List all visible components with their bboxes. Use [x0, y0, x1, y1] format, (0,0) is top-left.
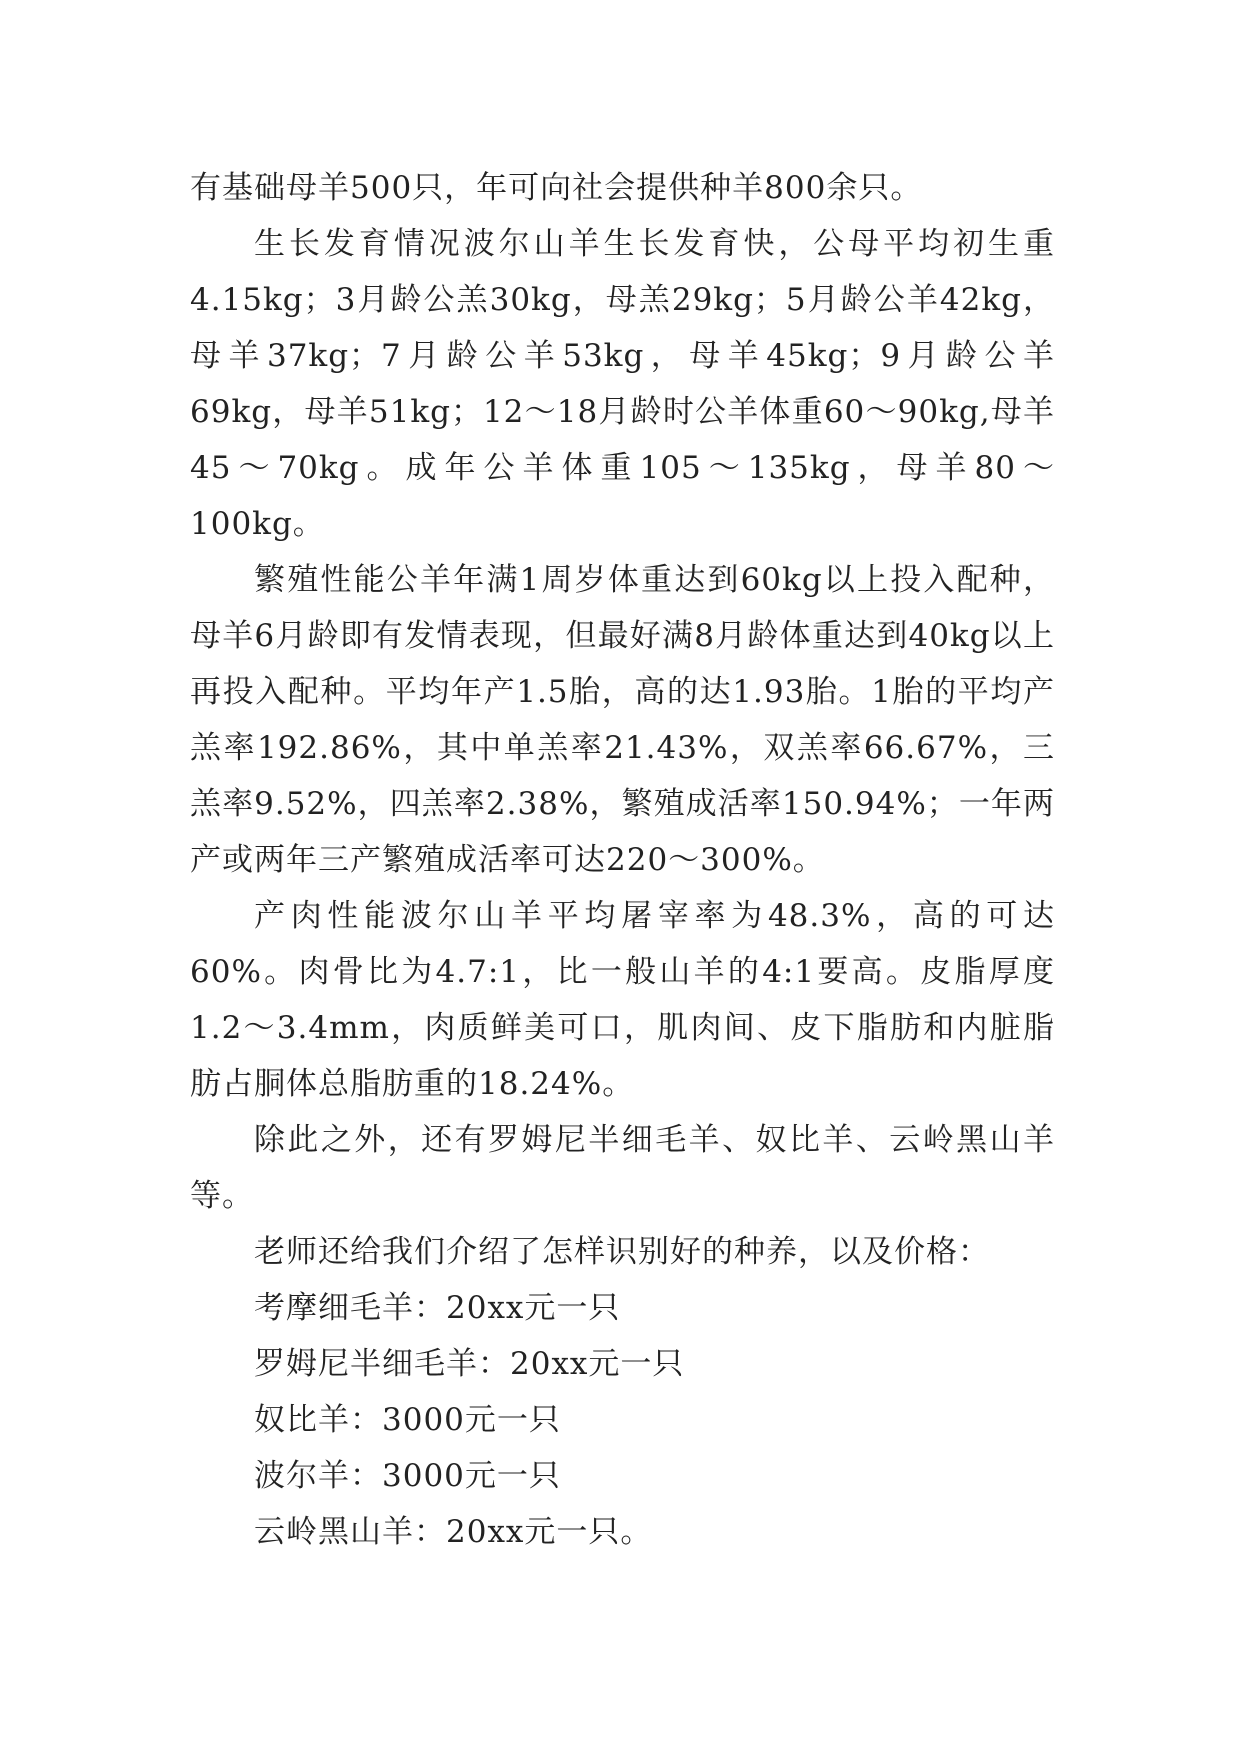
price-item: 云岭黑山羊：20xx元一只。	[254, 1514, 653, 1550]
price-item: 考摩细毛羊：20xx元一只	[254, 1290, 621, 1326]
price-item: 波尔羊：3000元一只	[254, 1458, 561, 1494]
document-body	[190, 160, 1055, 1560]
paragraph-continuation: 有基础母羊500只，年可向社会提供种羊800余只。	[190, 170, 923, 206]
paragraph-meat-performance: 产肉性能波尔山羊平均屠宰率为48.3%，高的可达60%。肉骨比为4.7:1，比一般山羊的4:1要高。皮脂厚度1.2～3.4mm，肉质鲜美可口，肌肉间、皮下脂肪和内脏脂肪占胴体总脂肪重的18.24%。	[190, 898, 1055, 1102]
price-list	[190, 1280, 1055, 1560]
paragraph-other-breeds: 除此之外，还有罗姆尼半细毛羊、奴比羊、云岭黑山羊等。	[190, 1122, 1055, 1214]
paragraph-price-intro: 老师还给我们介绍了怎样识别好的种养，以及价格：	[254, 1234, 990, 1270]
price-item: 罗姆尼半细毛羊：20xx元一只	[254, 1346, 685, 1382]
paragraph-growth: 生长发育情况波尔山羊生长发育快，公母平均初生重4.15kg；3月龄公羔30kg，母羔29kg；5月龄公羊42kg，母羊37kg；7月龄公羊53kg，母羊45kg；9月龄公羊69kg，母羊51kg；12～18月龄时公羊体重60～90kg,母羊45～70kg。成年公羊体重105～135kg，母羊80～100kg。	[190, 226, 1055, 542]
paragraph-reproduction: 繁殖性能公羊年满1周岁体重达到60kg以上投入配种，母羊6月龄即有发情表现，但最好满8月龄体重达到40kg以上再投入配种。平均年产1.5胎，高的达1.93胎。1胎的平均产羔率192.86%，其中单羔率21.43%，双羔率66.67%，三羔率9.52%，四羔率2.38%，繁殖成活率150.94%；一年两产或两年三产繁殖成活率可达220～300%。	[190, 562, 1055, 878]
price-item: 奴比羊：3000元一只	[254, 1402, 561, 1438]
